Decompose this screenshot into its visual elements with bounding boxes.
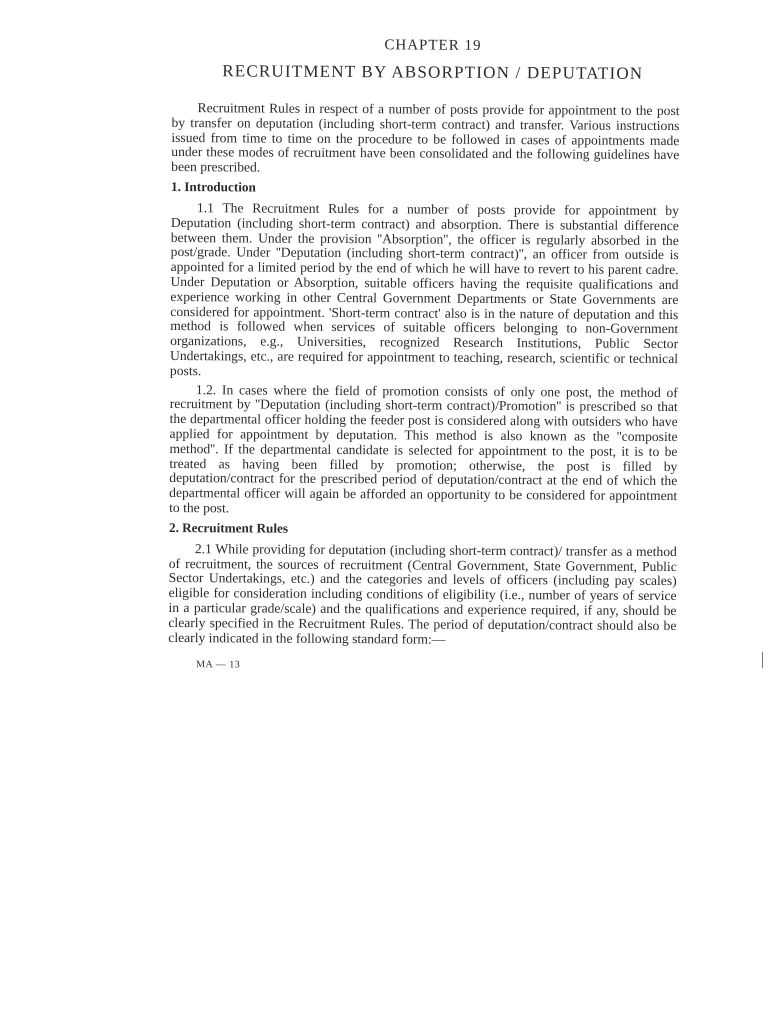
intro-paragraph: Recruitment Rules in respect of a number of posts provide for appointment to the post by transfer on deputation (including short-term contract) and transfer. Various instructions issued from time to time on the procedure to be followed in cases of appointments made under these modes of recruitment have been consolidated and the following guidelines have been prescribed. xyxy=(171,100,680,175)
paragraph-2-1: 2.1 While providing for deputation (including short-term contract)/ transfer as a method of recruitment, the sources of recruitment (Central Government, State Government, Public Sector Undertakings, etc.) and the categories and levels of officers (including pay scales) eligible for consideration including conditions of eligibility (i.e., number of years of service in a particular grade/scale) and the qualifications and experience required, if any, should be clearly specified in the Recruitment Rules. The period of deputation/contract should also be clearly indicated in the following standard form:— xyxy=(168,540,677,647)
scan-margin-mark xyxy=(762,652,763,668)
section-heading-recruitment-rules: 2. Recruitment Rules xyxy=(168,519,289,536)
paragraph-1-1: 1.1 The Recruitment Rules for a number of posts provide for appointment by Deputation (including short-term contract) and absorption. There is substantial difference between them. Under the provision ''Absorption'', the officer is regularly absorbed in the post/grade. Under ''Deputation (including short-term contract)'', an officer from outside is appointed for a limited period by the end of which he will have to revert to his parent cadre. Under Deputation or Absorption, suitable officers having the requisite qualifications and experience working in other Central Government Departments or State Governments are considered for appointment. 'Short-term contract' also is in the nature of deputation and this method is followed when services of suitable officers belonging to non-Government organizations, e.g., Universities, recognized Research Institutions, Public Sector Undertakings, etc., are required for appointment to teaching, research, scientific or technical posts. xyxy=(169,200,679,378)
paragraph-1-2: 1.2. In cases where the field of promotion consists of only one post, the method of recruitment by ''Deputation (including short-term contract)/Promotion'' is prescribed so that the departmental officer holding the feeder post is considered along with outsiders who have applied for appointment by deputation. This method is also known as the ''composite method''. If the departmental candidate is selected for appointment to the post, it is to be treated as having been filled by promotion; otherwise, the post is filled by deputation/contract for the prescribed period of deputation/contract at the end of which the departmental officer will again be afforded an opportunity to be considered for appointment to the post. xyxy=(169,381,678,516)
chapter-title: RECRUITMENT BY ABSORPTION / DEPUTATION xyxy=(222,61,644,83)
page-footer-signature: MA — 13 xyxy=(196,659,241,671)
section-heading-introduction: 1. Introduction xyxy=(171,178,256,195)
chapter-number: CHAPTER 19 xyxy=(384,37,482,54)
document-page xyxy=(168,36,680,673)
